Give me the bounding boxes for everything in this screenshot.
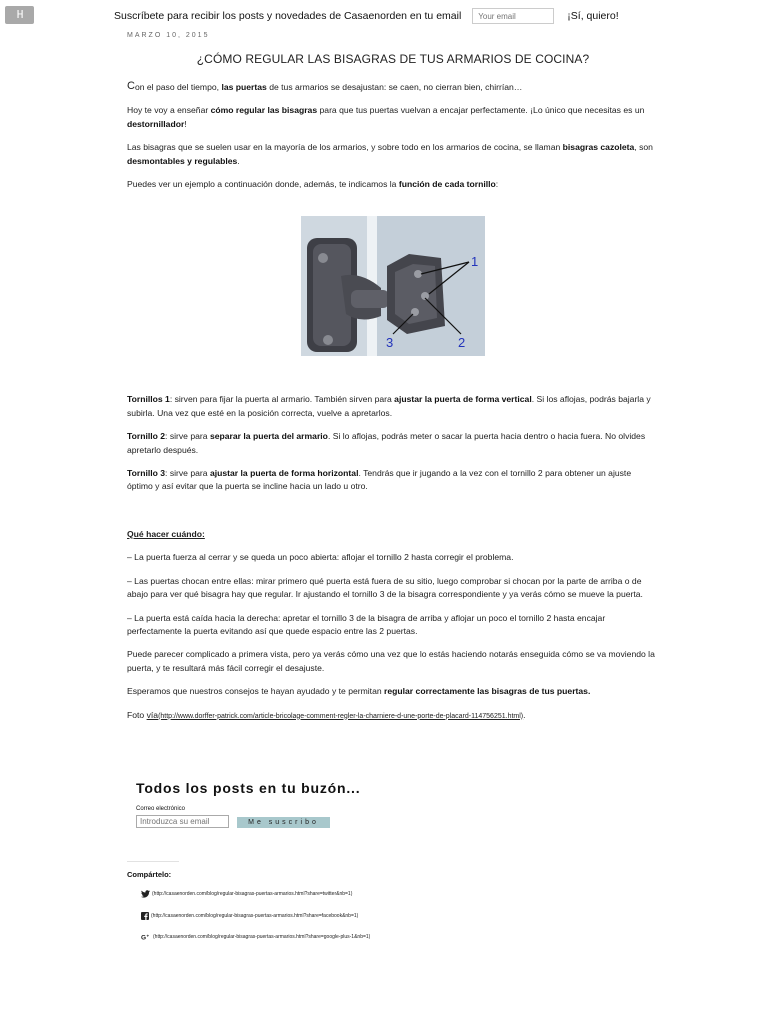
- dropcap: C: [127, 80, 135, 92]
- case-1: – La puerta fuerza al cerrar y se queda un poco abierta: aflojar el tornillo 2 hasta corregir el problema.: [127, 552, 514, 563]
- post-body: [127, 81, 657, 733]
- email-field[interactable]: [472, 8, 554, 24]
- closing-bold: regular correctamente las bisagras de tus puertas.: [384, 686, 591, 697]
- label-3: 3: [386, 335, 394, 351]
- facebook-icon: [141, 912, 149, 920]
- share-google[interactable]: [141, 933, 370, 941]
- p2-text: Hoy te voy a enseñar: [127, 105, 211, 116]
- subscribe-cta-button[interactable]: ¡Sí, quiero!: [567, 10, 619, 22]
- subscribe-bar: [114, 7, 619, 25]
- share-facebook-link[interactable]: (http://casaenorden.com/blog/regular-bisagras-puertas-armarios.html?share=facebook&nb=1): [151, 913, 359, 919]
- s2-bold: Tornillo 2: [127, 431, 166, 442]
- p2-bold: cómo regular las bisagras: [210, 105, 318, 116]
- s3-text: : sirve para: [165, 468, 210, 479]
- p3-bold: bisagras cazoleta: [562, 142, 635, 153]
- post-date: MARZO 10, 2015: [127, 32, 210, 39]
- s1-bold-2: ajustar la puerta de forma vertical: [394, 394, 532, 405]
- s1-text-2: . Si los aflojas, podrás bajarla y subirla. Una vez que esté en la posición correcta, vuelve a apretarlos.: [127, 394, 651, 418]
- svg-text:+: +: [146, 933, 150, 939]
- divider: [127, 861, 179, 862]
- p4-text: Puedes ver un ejemplo a continuación donde, además, te indicamos la: [127, 179, 399, 190]
- p2-text-3: !: [184, 118, 187, 129]
- p3-text-2: , son: [634, 142, 653, 153]
- s3-bold-2: ajustar la puerta de forma horizontal: [209, 468, 359, 479]
- label-2: 2: [458, 335, 466, 351]
- google-plus-icon: [141, 933, 151, 941]
- site-logo[interactable]: H: [5, 6, 34, 24]
- p3-bold-2: desmontables y regulables: [127, 155, 238, 166]
- screw-2-description: [127, 430, 657, 457]
- intro-bold: las puertas: [221, 82, 267, 92]
- email-label: Correo electrónico: [136, 806, 186, 812]
- s3-bold: Tornillo 3: [127, 468, 166, 479]
- paragraph-example: [127, 178, 657, 191]
- case-3: – La puerta está caída hacia la derecha: apretar el tornillo 3 de la bisagra de arriba y aflojar un poco el tornillo 2 hasta encajar perfectamente la puerta evitando así que quede espacio entre las 2 puertas.: [127, 612, 606, 636]
- case-2: – Las puertas chocan entre ellas: mirar primero qué puerta está fuera de su sitio, luego comprobar si chocan por la parte de arriba o de abajo para ver qué bisagra hay que regular. Ir ajustando el tornillo 3 de la bisagra correspondiente y ya verás cómo se mueve la puerta.: [127, 575, 643, 600]
- p3-text-3: .: [237, 155, 240, 166]
- share-facebook[interactable]: [141, 912, 358, 920]
- closing-text: Esperamos que nuestros consejos te hayan ayudado y te permitan: [127, 686, 385, 697]
- what-to-do-heading: Qué hacer cuándo:: [127, 528, 205, 539]
- subscribe-title: Todos los posts en tu buzón...: [136, 780, 361, 796]
- subscribe-prompt: Suscríbete para recibir los posts y novedades de Casaenorden en tu email: [114, 10, 462, 22]
- p4-text-2: :: [495, 179, 499, 190]
- p2-text-2: para que tus puertas vuelvan a encajar perfectamente. ¡Lo único que necesitas es un: [317, 105, 645, 116]
- subscribe-button[interactable]: Me suscribo: [237, 817, 330, 828]
- p2-bold-2: destornillador: [127, 118, 185, 129]
- twitter-icon: [141, 890, 150, 898]
- p3-text: Las bisagras que se suelen usar en la mayoría de los armarios, y sobre todo en los armarios de cocina, se llaman: [127, 142, 563, 153]
- subscribe-email-field[interactable]: [136, 815, 229, 828]
- share-google-link[interactable]: (http://casaenorden.com/blog/regular-bisagras-puertas-armarios.html?share=google-plus-1&nb=1): [153, 934, 371, 940]
- share-title: Compártelo:: [127, 870, 172, 879]
- closing-paragraph: [127, 685, 657, 698]
- photo-source-link[interactable]: (http://www.dorffer-patrick.com/article-bricolage-comment-regler-la-charniere-d-une-porte-de-placard-114756251.html): [158, 712, 524, 720]
- intro-text: on el paso del tiempo,: [134, 82, 222, 92]
- s2-text-2: . Si lo aflojas, podrás meter o sacar la puerta hacia dentro o hacia fuera. No olvides apretarlo después.: [127, 431, 646, 455]
- s3-text-2: . Tendrás que ir jugando a la vez con el tornillo 2 para obtener un ajuste óptimo y así evitar que la puerta se incline hacia un lado u otro.: [127, 468, 632, 492]
- share-twitter-link[interactable]: (http://casaenorden.com/blog/regular-bisagras-puertas-armarios.html?share=twitter&nb=1): [152, 891, 353, 897]
- hinge-illustration: [301, 216, 485, 356]
- paragraph-hinge-types: [127, 141, 657, 168]
- intro-paragraph: [127, 81, 657, 94]
- label-1: 1: [471, 254, 479, 270]
- photo-via-link[interactable]: vía: [146, 709, 159, 720]
- hinge-photo: [301, 216, 485, 356]
- s2-bold-2: separar la puerta del armario: [209, 431, 328, 442]
- paragraph-screwdriver: [127, 104, 657, 131]
- s2-text: : sirve para: [165, 431, 210, 442]
- share-twitter[interactable]: [141, 890, 352, 898]
- photo-credit-text: Foto: [127, 709, 147, 720]
- photo-credit-end: .: [523, 709, 526, 720]
- screw-1-description: [127, 393, 657, 420]
- s1-bold: Tornillos 1: [127, 394, 170, 405]
- svg-text:G: G: [141, 934, 147, 941]
- photo-credit: [127, 709, 657, 723]
- intro-text-2: de tus armarios se desajustan: se caen, no cierran bien, chirrían…: [266, 82, 523, 92]
- screw-3-description: [127, 467, 657, 494]
- paragraph-complex: Puede parecer complicado a primera vista, pero ya verás cómo una vez que lo estás haciendo notarás enseguida cómo se va moviendo la puerta, y te resultará más fácil corregir el desajuste.: [127, 649, 655, 673]
- p4-bold: función de cada tornillo: [398, 179, 496, 190]
- page-title: ¿CÓMO REGULAR LAS BISAGRAS DE TUS ARMARIOS DE COCINA?: [196, 52, 590, 66]
- s1-text: : sirven para fijar la puerta al armario. También sirven para: [169, 394, 395, 405]
